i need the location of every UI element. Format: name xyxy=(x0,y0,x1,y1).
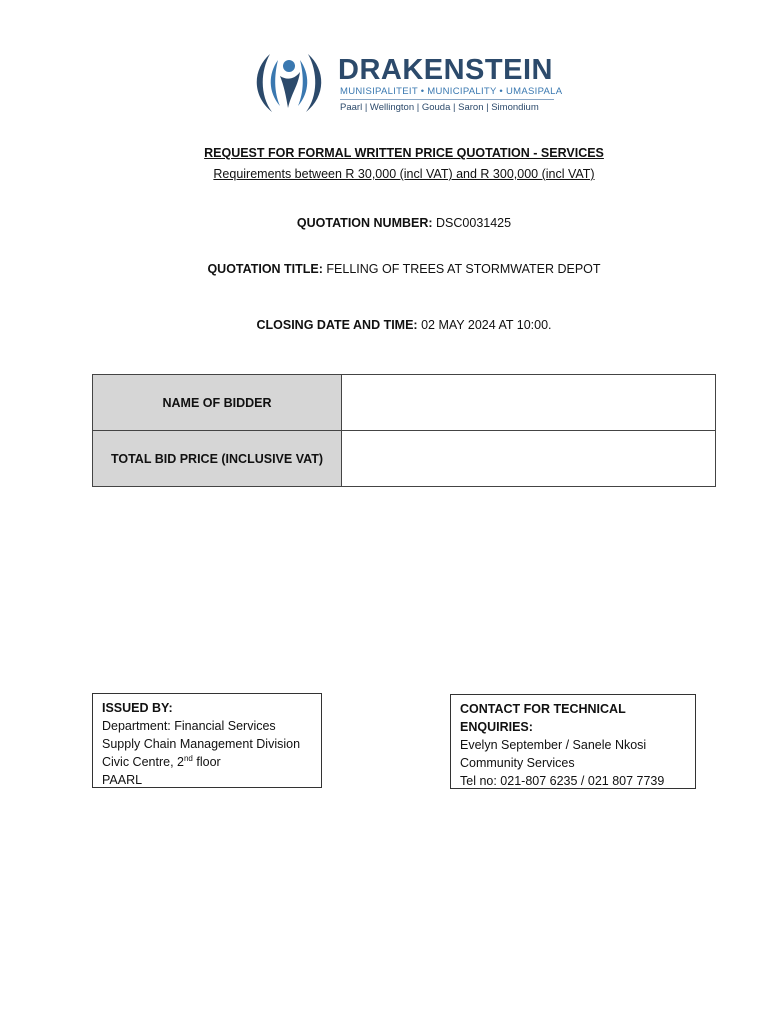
issued-by-heading: ISSUED BY: xyxy=(102,701,173,715)
logo-subtitle: MUNISIPALITEIT • MUNICIPALITY • UMASIPALA xyxy=(340,86,563,97)
issued-by-location xyxy=(102,753,312,771)
location-ordinal: nd xyxy=(183,753,193,763)
bidder-name-field[interactable] xyxy=(342,375,716,431)
location-suffix: floor xyxy=(192,755,221,769)
issued-by-department: Department: Financial Services xyxy=(102,719,276,733)
logo-divider xyxy=(340,99,554,100)
quotation-number-value: DSC0031425 xyxy=(436,216,512,230)
quotation-number-label: QUOTATION NUMBER: xyxy=(296,216,433,230)
issued-by-box xyxy=(92,693,322,788)
municipality-logo xyxy=(250,46,563,118)
contact-names: Evelyn September / Sanele Nkosi xyxy=(460,738,647,752)
quotation-title-label: QUOTATION TITLE: xyxy=(207,262,323,276)
logo-brand-name: DRAKENSTEIN xyxy=(338,54,553,86)
location-prefix: Civic Centre, 2 xyxy=(102,755,184,769)
table-row xyxy=(93,431,716,487)
closing-date-line xyxy=(0,318,770,332)
bid-table xyxy=(92,374,716,487)
technical-contact-box xyxy=(450,694,696,789)
table-row xyxy=(93,375,716,431)
document-subtitle: Requirements between R 30,000 (incl VAT) and R 300,000 (incl VAT) xyxy=(213,167,595,181)
total-bid-price-field[interactable] xyxy=(342,431,716,487)
contact-heading: CONTACT FOR TECHNICAL ENQUIRIES: xyxy=(460,702,626,734)
logo-towns: Paarl | Wellington | Gouda | Saron | Simondium xyxy=(340,102,539,113)
document-title: REQUEST FOR FORMAL WRITTEN PRICE QUOTATION - SERVICES xyxy=(204,146,604,160)
issued-by-division: Supply Chain Management Division xyxy=(102,737,301,751)
contact-telephone: Tel no: 021-807 6235 / 021 807 7739 xyxy=(460,774,665,788)
bidder-name-label: NAME OF BIDDER xyxy=(93,375,342,431)
quotation-number-line xyxy=(0,216,770,230)
total-bid-price-label: TOTAL BID PRICE (INCLUSIVE VAT) xyxy=(93,431,342,487)
closing-date-label: CLOSING DATE AND TIME: xyxy=(256,318,418,332)
issued-by-city: PAARL xyxy=(102,773,143,787)
closing-date-value: 02 MAY 2024 AT 10:00. xyxy=(421,318,552,332)
quotation-title-value: FELLING OF TREES AT STORMWATER DEPOT xyxy=(326,262,601,276)
quotation-title-line xyxy=(0,262,770,276)
contact-department: Community Services xyxy=(460,756,575,770)
drakenstein-emblem-icon xyxy=(250,46,328,118)
